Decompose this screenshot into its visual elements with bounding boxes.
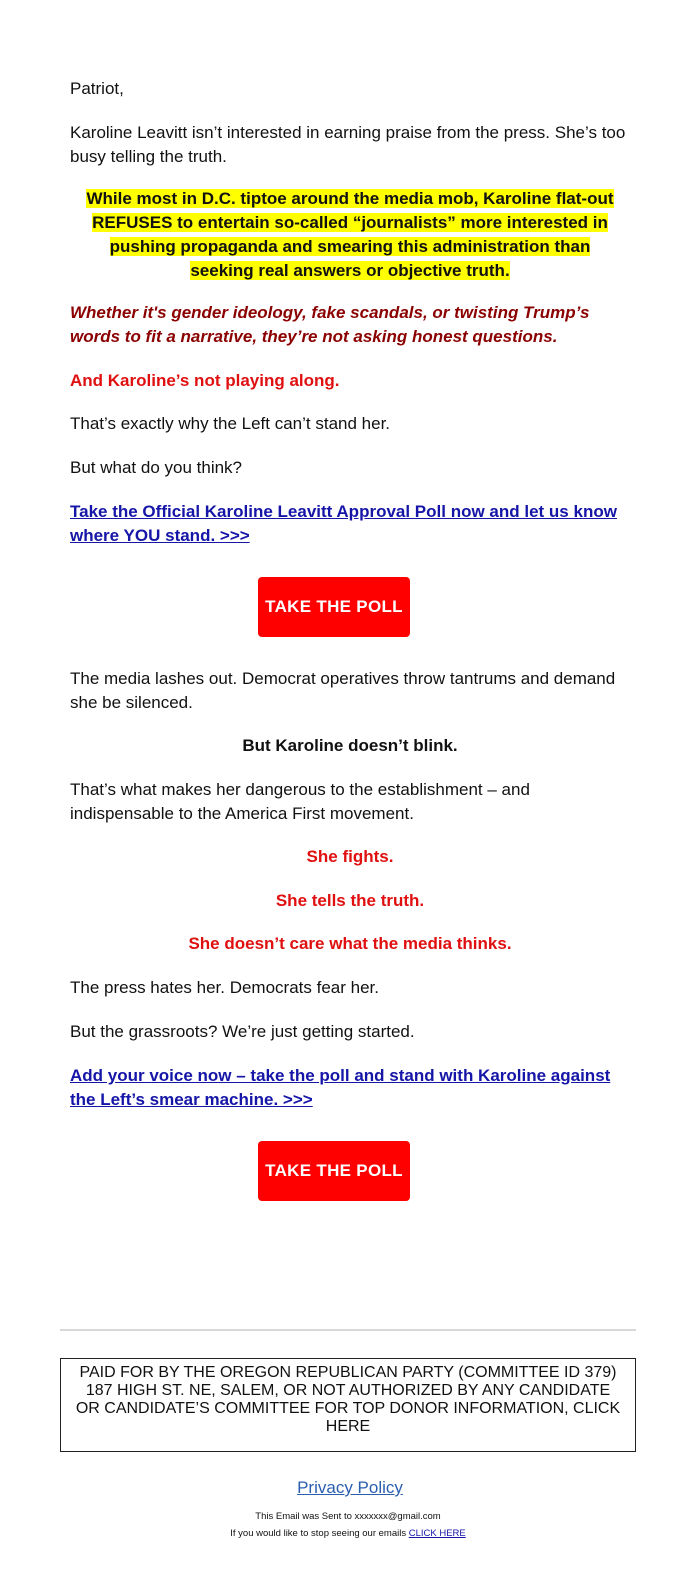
she-fights: She fights. (306, 847, 394, 866)
highlight-line-4: seeking real answers or objective truth. (190, 261, 510, 280)
highlight-line-3: pushing propaganda and smearing this administration than (109, 237, 591, 256)
question-paragraph: But what do you think? (70, 458, 243, 477)
highlight-line-1: While most in D.C. tiptoe around the media mob, Karoline flat-out (86, 189, 614, 208)
cant-stand-paragraph: That’s exactly why the Left can’t stand her. (70, 414, 391, 433)
privacy-policy-wrap (0, 1478, 700, 1498)
greeting: Patriot, (70, 79, 124, 98)
she-doesnt-care: She doesn’t care what the media thinks. (188, 934, 512, 953)
poll-link-2-wrap (70, 1064, 630, 1112)
highlight-line-2: REFUSES to entertain so-called “journalists” more interested in (92, 213, 608, 232)
poll-link-1[interactable]: Take the Official Karoline Leavitt Approval Poll now and let us know where YOU stand. >>> (70, 502, 617, 545)
grassroots-paragraph: But the grassroots? We’re just getting started. (70, 1022, 415, 1041)
take-poll-button-2[interactable]: TAKE THE POLL (258, 1141, 410, 1201)
unsubscribe-link[interactable]: CLICK HERE (408, 1528, 466, 1539)
media-lashes-paragraph: The media lashes out. Democrat operatives throw tantrums and demand she be silenced. (70, 669, 616, 712)
italic-red-paragraph: Whether it's gender ideology, fake scandals, or twisting Trump’s words to fit a narrative, they’re not asking honest questions. (70, 303, 590, 346)
unsubscribe-text: If you would like to stop seeing our emails (230, 1528, 407, 1539)
poll-link-1-wrap (70, 500, 630, 548)
privacy-policy-link[interactable]: Privacy Policy (297, 1478, 403, 1497)
highlighted-paragraph (70, 187, 630, 283)
unsubscribe-line (0, 1528, 696, 1539)
dangerous-paragraph: That’s what makes her dangerous to the establishment – and indispensable to the America First movement. (70, 780, 530, 823)
not-playing-along: And Karoline’s not playing along. (70, 371, 340, 390)
take-poll-button-1[interactable]: TAKE THE POLL (258, 577, 410, 637)
footer-divider (60, 1329, 636, 1331)
paid-for-disclaimer: PAID FOR BY THE OREGON REPUBLICAN PARTY (COMMITTEE ID 379) 187 HIGH ST. NE, SALEM, OR NOT AUTHORIZED BY ANY CANDIDATE OR CANDIDATE’S COMMITTEE FOR TOP DONOR INFORMATION, CLICK HERE (60, 1358, 636, 1452)
press-hates-paragraph: The press hates her. Democrats fear her. (70, 978, 379, 997)
intro-paragraph: Karoline Leavitt isn’t interested in earning praise from the press. She’s too busy telling the truth. (70, 123, 626, 166)
poll-link-2[interactable]: Add your voice now – take the poll and stand with Karoline against the Left’s smear machine. >>> (70, 1066, 611, 1109)
she-tells-truth: She tells the truth. (275, 891, 425, 910)
doesnt-blink: But Karoline doesn’t blink. (242, 736, 458, 755)
sent-to-text: This Email was Sent to xxxxxxx@gmail.com (255, 1511, 441, 1522)
